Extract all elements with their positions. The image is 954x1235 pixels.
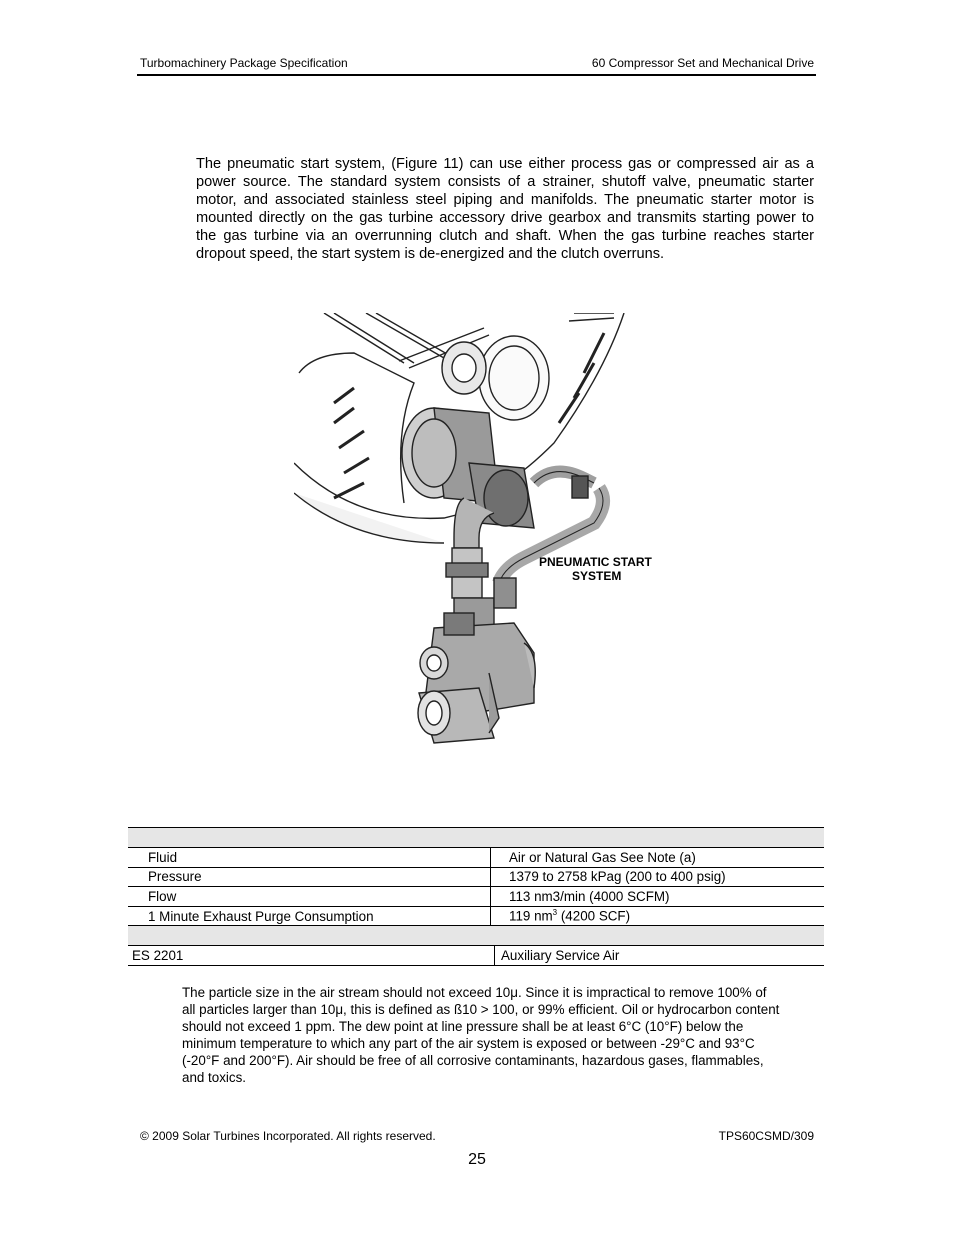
row-value: 113 nm3/min (4000 SCFM) [491,887,825,907]
page-number: 25 [468,1151,486,1168]
table-header-band [128,828,824,848]
table-row [128,887,824,907]
table-row [128,848,824,868]
air-quality-note: The particle size in the air stream should not exceed 10μ. Since it is impractical to remove 100% of all particles larger than 10μ, this is defined as ß10 > 100, or 99% efficient. Oil or hydrocarbon content should not exceed 1 ppm. The dew point at line pressure shall be at least 6°C (10°F) below the minimum temperature to which any part of the air system is exposed or between -29°C and 93°C (-20°F and 200°F). Air should be free of all corrosive contaminants, hazardous gases, flammables, and toxics. [182,985,780,1085]
pneumatic-start-spec-table [128,827,824,926]
header-right-title: 60 Compressor Set and Mechanical Drive [591,56,814,70]
pneumatic-start-system-illustration [294,313,664,745]
row-label: Pressure [128,867,491,887]
row-value: 1379 to 2758 kPag (200 to 400 psig) [491,867,825,887]
table-row [128,946,824,966]
table-row [128,906,824,926]
row-value: Air or Natural Gas See Note (a) [491,848,825,868]
table-row [128,867,824,887]
header-rule [137,74,816,76]
body-paragraph: The pneumatic start system, (Figure 11) can use either process gas or compressed air as a power source. The standard system consists of a strainer, shutoff valve, pneumatic starter motor, and associated stainless steel piping and manifolds. The pneumatic starter motor is mounted directly on the gas turbine accessory drive gearbox and transmits starting power to the gas turbine via an overrunning clutch and shaft. When the gas turbine reaches starter dropout speed, the start system is de-energized and the clutch overruns. [196,156,814,262]
figure-label-line1: PNEUMATIC START [539,555,652,569]
row-label: 1 Minute Exhaust Purge Consumption [128,906,491,926]
header-left-title: Turbomachinery Package Specification [140,56,348,70]
table-header-band [128,926,824,946]
footer-doc-id: TPS60CSMD/309 [718,1129,814,1143]
footer-copyright: © 2009 Solar Turbines Incorporated. All rights reserved. [140,1129,436,1143]
spec-reference-table [128,925,824,966]
row-value: 119 $nm^3$ (4200 SCF) [491,906,825,926]
row-label: Flow [128,887,491,907]
figure-label-line2: SYSTEM [572,569,622,583]
row-label: Fluid [128,848,491,868]
spec-description: Auxiliary Service Air [495,946,825,966]
spec-id: ES 2201 [128,946,495,966]
